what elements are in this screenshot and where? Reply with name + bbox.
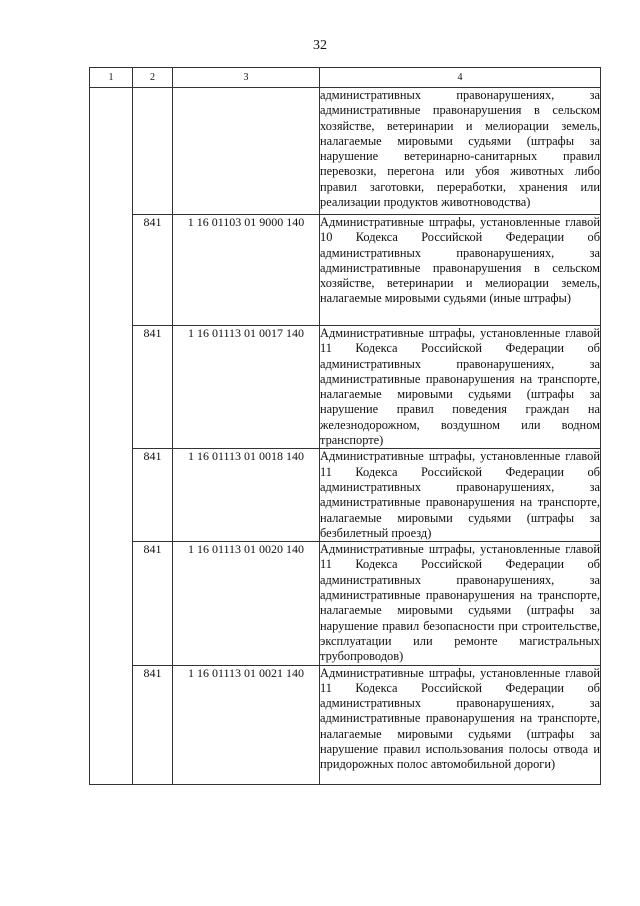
budget-code-cell [173,88,320,215]
description-text: Административные штрафы, установленные главой 11 Кодекса Российской Федерации об административных правонарушениях, за административные правонарушения на транспорте, налагаемые мировыми судьями (штрафы за нарушение правил безопасности при строительстве, эксплуатации или ремонте магистральных трубопроводов) [320,542,600,664]
table-row [90,326,601,449]
description-text: Административные штрафы, установленные главой 11 Кодекса Российской Федерации об административных правонарушениях, за административные правонарушения на транспорте, налагаемые мировыми судьями (штрафы за безбилетный проезд) [320,449,600,540]
admin-code-cell: 841 [133,326,173,449]
column-header-2: 2 [133,68,173,88]
description-cell [320,449,601,542]
column-header-4: 4 [320,68,601,88]
admin-code-cell: 841 [133,542,173,665]
table-row [90,449,601,542]
description-text: Административные штрафы, установленные главой 10 Кодекса Российской Федерации об административных правонарушениях, за административные правонарушения в сельском хозяйстве, ветеринарии и мелиорации земель, налагаемые мировыми судьями (иные штрафы) [320,215,600,306]
budget-code-cell: 1 16 01113 01 0018 140 [173,449,320,542]
description-cell [320,542,601,665]
budget-code-cell: 1 16 01113 01 0021 140 [173,665,320,784]
page-number: 32 [313,38,327,53]
column-header-3: 3 [173,68,320,88]
description-text: административных правонарушениях, за административные правонарушения в сельском хозяйстве, ветеринарии и мелиорации земель, налагаемые мировыми судьями (штрафы за нарушение ветеринарно-санитарных правил перевозки, перегона или убоя животных либо правил заготовки, переработки, хранения или реализации продуктов животноводства) [320,88,600,210]
column-header-1: 1 [90,68,133,88]
budget-codes-table [89,67,601,785]
table-row [90,215,601,326]
description-cell [320,665,601,784]
table-row [90,665,601,784]
description-cell [320,215,601,326]
budget-code-cell: 1 16 01103 01 9000 140 [173,215,320,326]
table-row [90,542,601,665]
description-cell [320,88,601,215]
budget-code-cell: 1 16 01113 01 0017 140 [173,326,320,449]
description-text: Административные штрафы, установленные главой 11 Кодекса Российской Федерации об административных правонарушениях, за административные правонарушения на транспорте, налагаемые мировыми судьями (штрафы за нарушение правил использования полосы отвода и придорожных полос автомобильной дороги) [320,665,600,772]
budget-code-cell: 1 16 01113 01 0020 140 [173,542,320,665]
description-text: Административные штрафы, установленные главой 11 Кодекса Российской Федерации об административных правонарушениях, за административные правонарушения на транспорте, налагаемые мировыми судьями (штрафы за нарушение правил поведения граждан на железнодорожном, воздушном или водном транспорте) [320,326,600,448]
table-header-row [90,68,601,88]
table-row [90,88,601,215]
group-cell [90,88,133,785]
admin-code-cell: 841 [133,449,173,542]
admin-code-cell: 841 [133,665,173,784]
admin-code-cell [133,88,173,215]
description-cell [320,326,601,449]
admin-code-cell: 841 [133,215,173,326]
